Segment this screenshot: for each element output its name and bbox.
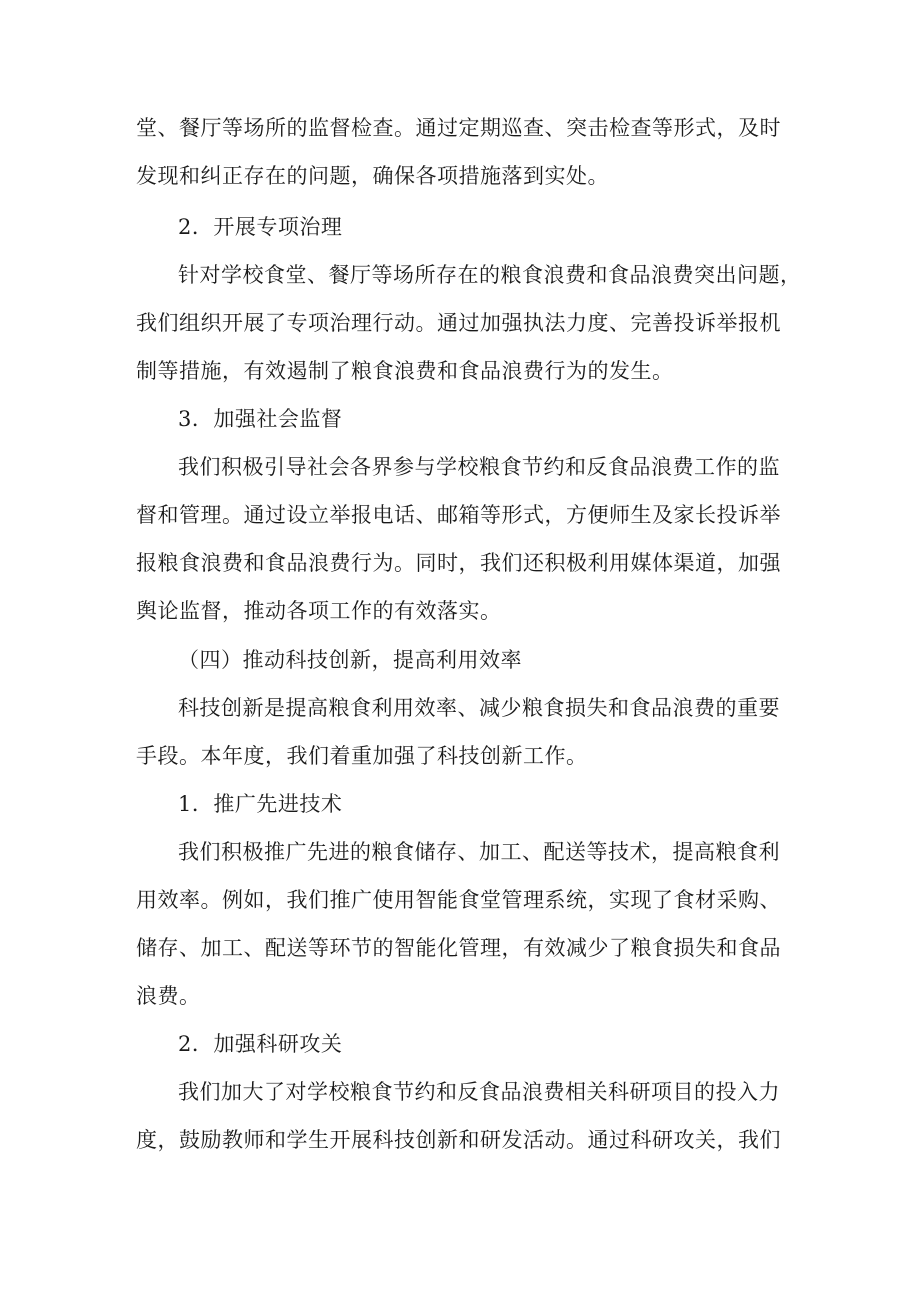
subheading-text: 1．推广先进技术: [178, 792, 343, 816]
subheading-text: 2．加强科研攻关: [178, 1032, 343, 1056]
section-heading-tech-innovation: [136, 636, 796, 684]
text-line: 用效率。例如，我们推广使用智能食堂管理系统，实现了食材采购、: [136, 888, 781, 912]
text-line: 科技创新是提高粮食利用效率、减少粮食损失和食品浪费的重要: [178, 696, 780, 720]
text-line: 报粮食浪费和食品浪费行为。同时，我们还积极利用媒体渠道，加强: [136, 551, 781, 575]
text-line: 储存、加工、配送等环节的智能化管理，有效减少了粮食损失和食品: [136, 936, 781, 960]
text-line: 舆论监督，推动各项工作的有效落实。: [136, 599, 502, 623]
subheading-research: [136, 1020, 796, 1068]
subheading-text: 2．开展专项治理: [178, 215, 343, 239]
text-line: 度，鼓励教师和学生开展科技创新和研发活动。通过科研攻关，我们: [136, 1128, 781, 1152]
subheading-text: 3．加强社会监督: [178, 407, 343, 431]
text-line: 浪费。: [136, 984, 201, 1008]
text-line: 堂、餐厅等场所的监督检查。通过定期巡查、突击检查等形式，及时: [136, 116, 781, 140]
paragraph-special-governance: [136, 251, 802, 395]
text-line: 我们积极引导社会各界参与学校粮食节约和反食品浪费工作的监: [178, 455, 780, 479]
text-line: 我们积极推广先进的粮食储存、加工、配送等技术，提高粮食利: [178, 840, 780, 864]
text-line: 我们组织开展了专项治理行动。通过加强执法力度、完善投诉举报机: [136, 311, 781, 335]
text-line: 手段。本年度，我们着重加强了科技创新工作。: [136, 744, 588, 768]
paragraph-tech-innovation: [136, 684, 796, 780]
text-line: 我们加大了对学校粮食节约和反食品浪费相关科研项目的投入力: [178, 1080, 780, 1104]
paragraph-social-supervision: [136, 443, 796, 635]
paragraph-research: [136, 1068, 796, 1164]
subheading-advanced-tech: [136, 780, 796, 828]
text-line: 发现和纠正存在的问题，确保各项措施落到实处。: [136, 164, 609, 188]
subheading-social-supervision: [136, 395, 796, 443]
text-line: 针对学校食堂、餐厅等场所存在的粮食浪费和食品浪费突出问题，: [178, 263, 802, 287]
paragraph-advanced-tech: [136, 828, 796, 1020]
section-heading-text: （四）推动科技创新，提高利用效率: [178, 648, 522, 672]
text-line: 制等措施，有效遏制了粮食浪费和食品浪费行为的发生。: [136, 359, 674, 383]
paragraph-continuation: [136, 104, 796, 200]
text-line: 督和管理。通过设立举报电话、邮箱等形式，方便师生及家长投诉举: [136, 503, 781, 527]
subheading-special-governance: [136, 203, 796, 251]
